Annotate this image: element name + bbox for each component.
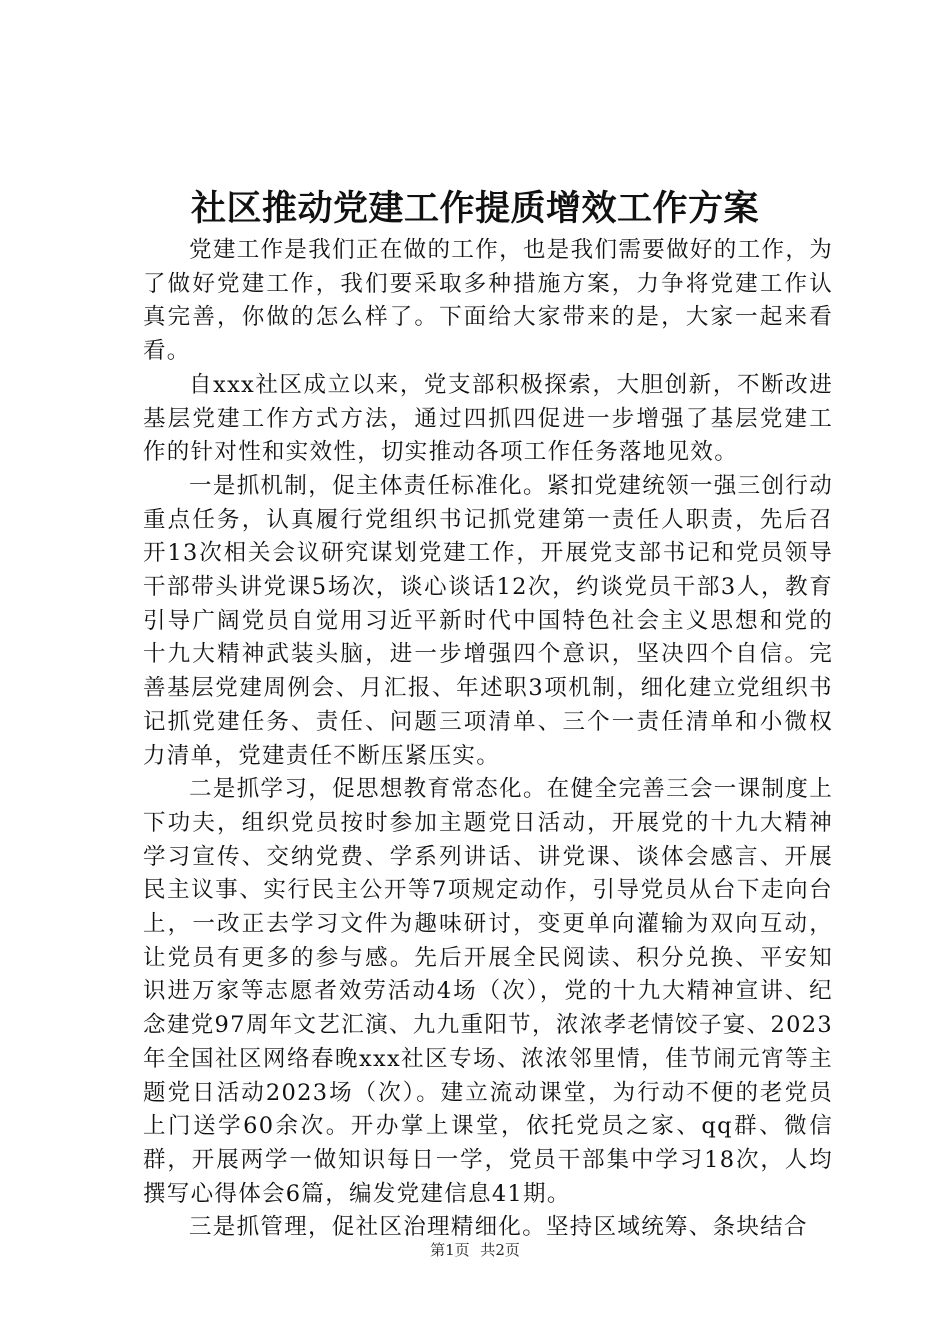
page-total: 共2页 (480, 1241, 520, 1259)
paragraph-study: 二是抓学习，促思想教育常态化。在健全完善三会一课制度上下功夫，组织党员按时参加主题党日活动，开展党的十九大精神学习宣传、交纳党费、学系列讲话、讲党课、谈体会感言、开展民主议事、实行民主公开等7项规定动作，引导党员从台下走向台上，一改正去学习文件为趣味研讨，变更单向灌输为双向互动，让党员有更多的参与感。先后开展全民阅读、积分兑换、平安知识进万家等志愿者效劳活动4场（次），党的十九大精神宣讲、纪念建党97周年文艺汇演、九九重阳节，浓浓孝老情饺子宴、2023年全国社区网络春晚xxx社区专场、浓浓邻里情，佳节闹元宵等主题党日活动2023场（次）。建立流动课堂，为行动不便的老党员上门送学60余次。开办掌上课堂，依托党员之家、qq群、微信群，开展两学一做知识每日一学，党员干部集中学习18次，人均撰写心得体会6篇，编发党建信息41期。 (143, 776, 833, 1207)
document-body (143, 234, 833, 1245)
paragraph-mechanism: 一是抓机制，促主体责任标准化。紧扣党建统领一强三创行动重点任务，认真履行党组织书记抓党建第一责任人职责，先后召开13次相关会议研究谋划党建工作，开展党支部书记和党员领导干部带头讲党课5场次，谈心谈话12次，约谈党员干部3人，教育引导广阔党员自觉用习近平新时代中国特色社会主义思想和党的十九大精神武装头脑，进一步增强四个意识，坚决四个自信。完善基层党建周例会、月汇报、年述职3项机制，细化建立党组织书记抓党建任务、责任、问题三项清单、三个一责任清单和小微权力清单，党建责任不断压紧压实。 (143, 472, 833, 769)
paragraph-background: 自xxx社区成立以来，党支部积极探索，大胆创新，不断改进基层党建工作方式方法，通过四抓四促进一步增强了基层党建工作的针对性和实效性，切实推动各项工作任务落地见效。 (143, 371, 833, 466)
page-number: 第1页 (430, 1241, 470, 1259)
paragraph-intro: 党建工作是我们正在做的工作，也是我们需要做好的工作，为了做好党建工作，我们要采取多种措施方案，力争将党建工作认真完善，你做的怎么样了。下面给大家带来的是，大家一起来看看。 (143, 237, 833, 365)
page-footer (0, 1240, 950, 1260)
document-title: 社区推动党建工作提质增效工作方案 (190, 188, 759, 229)
paragraph-management: 三是抓管理，促社区治理精细化。坚持区域统筹、条块结合 (189, 1214, 808, 1241)
